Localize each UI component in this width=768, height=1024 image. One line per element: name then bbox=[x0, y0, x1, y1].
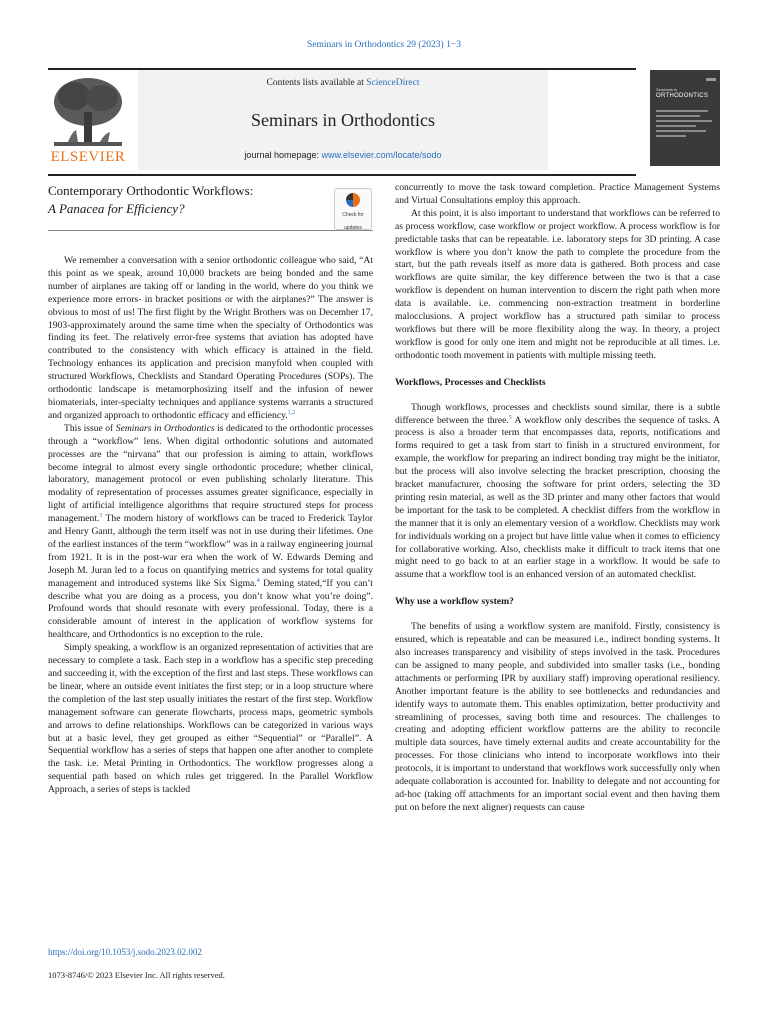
reference-link[interactable]: 1,2 bbox=[287, 409, 296, 416]
elsevier-wordmark: ELSEVIER bbox=[50, 149, 126, 165]
cover-bar bbox=[706, 78, 716, 81]
article-subtitle: A Panacea for Efficiency? bbox=[48, 201, 185, 216]
masthead-center bbox=[138, 70, 548, 170]
sciencedirect-link[interactable]: ScienceDirect bbox=[366, 78, 420, 88]
paragraph: concurrently to move the task toward completion. Practice Management Systems and Virtual Consultations employ this approach. bbox=[395, 182, 720, 206]
reference-link[interactable]: 5 bbox=[508, 414, 512, 421]
article-title-block bbox=[48, 182, 373, 231]
paragraph: At this point, it is also important to understand that workflows can be referred to as process workflow, case workflow or project workflow. A process workflow is for predictable tasks that can be repeatable. i.e. laboratory steps for 3D printing. A case workflow is where you don’t know the path to complete the procedure from the start, but the path reveals itself as more data is gathered. Both process and case workflows are quite similar, the key difference between the two is that a case workflow is dependent on human intervention to discern the right path when more data is available. i.e. commencing non-extraction treatment in borderline malocclusions. A project workflow has a structured path similar to process workflows but there will be more flexibility along the way. In theory, a project workflow is good for only one item and might not be reproducible at all times. i.e. orthodontic tooth movement in patients with multiple missing teeth. bbox=[395, 207, 720, 361]
journal-homepage-link[interactable]: www.elsevier.com/locate/sodo bbox=[321, 150, 442, 160]
right-column bbox=[395, 182, 720, 815]
article-title: Contemporary Orthodontic Workflows: bbox=[48, 183, 254, 198]
cover-title-text: ORTHODONTICS bbox=[656, 93, 709, 99]
elsevier-logo bbox=[48, 74, 128, 170]
contents-prefix: Contents lists available at bbox=[266, 78, 367, 88]
paragraph: Simply speaking, a workflow is an organized representation of activities that are necessary to complete a task. Each step in a workflow has a specific step preceding and succeeding it, with the exception of the first and last steps. These workflows can be linear, where an outside event initiates the first step; or in a loop structure where the completion of the last step usually initiates the restart of the first step. Workflow management software can generate flowcharts, process maps, geometric symbols and arrows to define relationships. Workflows can be categorized in various ways but at a basic level, they get grouped as either “Sequential” or “Parallel”. A Sequential workflow has a series of steps that happen one after another to complete the task. i.e. Metal Printing in Orthodontics. The workflow progresses along a sequential path based on which rules get triggered. In the Parallel Workflow Approach, a series of steps is tackled bbox=[48, 642, 373, 796]
homepage-prefix: journal homepage: bbox=[244, 150, 322, 160]
doi-link[interactable]: https://doi.org/10.1053/j.sodo.2023.02.002 bbox=[48, 947, 202, 957]
check-updates-line1: Check for bbox=[342, 212, 364, 218]
check-updates-line2: updates bbox=[344, 224, 362, 231]
section-heading: Why use a workflow system? bbox=[395, 596, 514, 608]
left-column bbox=[48, 182, 373, 797]
contents-line bbox=[138, 78, 548, 88]
journal-title: Seminars in Orthodontics bbox=[251, 110, 435, 130]
journal-cover-image[interactable] bbox=[650, 70, 720, 166]
title-divider bbox=[48, 230, 373, 231]
copyright-notice: 1073-8746/© 2023 Elsevier Inc. All rights reserved. bbox=[48, 970, 225, 980]
journal-citation-link[interactable]: Seminars in Orthodontics 29 (2023) 1−3 bbox=[307, 40, 461, 50]
paragraph: This issue of Seminars in Orthodontics is dedicated to the orthodontic processes through a “workflow” lens. When digital orthodontic solutions and automated processes are the “nirvana” that our profession is aiming to attain, workflows become integral to almost every single orthodontic procedure; whether clinical, laboratory, management protocol or even publishing scholarly literature. This modality of representation of processes assumes greater significance, especially in light of artificial intelligence algorithms that require structured steps for process management.$^3$ The modern history of workflows can be traced to Frederick Taylor and Henry Gantt, although the term itself was not in use during their lifetimes. One of the earliest instances of the term “workflow” was in a railway engineering journal from 1921. It is in the post-war era when the work of W. Edwards Deming and Joseph M. Juran led to a focus on quantifying metrics and systems for total quality management and introduced systems like Six Sigma.$^4$ Deming stated,“If you can’t describe what you are doing as a process, you don’t know what you’re doing”. Profound words that should resonate with every professional. Today, there is a considerable amount of interest in the application of workflow systems for healthcare, and Orthodontics is no exception to the rule. bbox=[48, 422, 373, 641]
paragraph: Though workflows, processes and checklists sound similar, there is a subtle difference between the three.$^5$ A workflow only describes the sequence of tasks. A process is also a broader term that encompasses data, reports, notifications and forms required to get a task from start to finish in a structured environment, for example, the workflow for preparing an indirect bonding tray might be the initiator, but the process will also involve selecting the bracket prescription, choosing the bracket manufacturer, choosing the software for print orders, selecting the 3D printing resin material, as well as the 3D printer and many other factors that would be important for the task to be completed. A checklist differs from the workflow in the manner that it is only an elementary version of a workflow. Checklists may work for individuals working on a project but have little value when it comes to efficiency for collaborative working. Also, checklists make it difficult to track items that one might need to go back to at an earlier stage in a workflow. It would be safe to assume that a workflow tool is an enhanced version of an automated checklist. bbox=[395, 401, 720, 581]
check-for-updates-button[interactable] bbox=[334, 188, 372, 230]
elsevier-tree-icon bbox=[48, 74, 128, 150]
reference-link[interactable]: 3 bbox=[99, 512, 103, 519]
paragraph: The benefits of using a workflow system are manifold. Firstly, consistency is ensured, which is repeatable and can be measured i.e., indirect bonding systems. It also increases transparency and visibility of steps involved in the task. Procedures can be assigned to many people, and subdivided into smaller tasks (i.e., bonding attachments or performing IPR by auxiliary staff) improving operational resiliency. Another important feature is the ability to see bottlenecks and redundancies and identify ways to automate them. This enables optimization, better productivity and streamlining of processes, saving both time and resources. The challenges to creating and adopting efficient workflow patterns are the ability to reconcile multiple data sources, have timely external audits and create accountability for the processes. For those clinicians who intend to incorporate workflows into their protocols, it is important to understand that workflows work successfully only when adequate collaboration is accounted for. Inability to delegate and not accounting for ad-hoc (taking off attachments for an important social event and then having them put on before the next aligner) requests can cause bbox=[395, 621, 720, 813]
homepage-line bbox=[138, 150, 548, 160]
check-updates-icon bbox=[346, 193, 360, 207]
paragraph: We remember a conversation with a senior orthodontic colleague who said, “At this point as we speak, around 10,000 brackets are being bonded and the same number of airplanes are taking off or landing in the world, where do you think we experience more errors- in bracket positions or with the airplanes?” The answer is obvious to most of us! The first flight by the Wright Brothers was on December 17, 1903-approximately around the same time when the specialty of Orthodontics was finding its feet. The relatively error-free systems that aviation has adopted have contributed to the consistency with which efficacy is attained in the field. Technology enhances its application and precision manyfold when coupled with structured Workflows, Checklists and Standard Operating Procedures (SOPs). The orthodontic landscape is metamorphosizing itself and the infusion of newer biomaterials, inter-specialty techniques and appliance systems warrants a structured and organized approach to orthodontic efficacy and efficiency.$^{1,2}$ bbox=[48, 255, 373, 421]
reference-link[interactable]: 4 bbox=[256, 577, 260, 584]
journal-masthead bbox=[48, 68, 636, 176]
section-heading: Workflows, Processes and Checklists bbox=[395, 376, 546, 388]
cover-small-text: Seminars in bbox=[656, 87, 678, 92]
cover-text-lines bbox=[656, 110, 712, 140]
